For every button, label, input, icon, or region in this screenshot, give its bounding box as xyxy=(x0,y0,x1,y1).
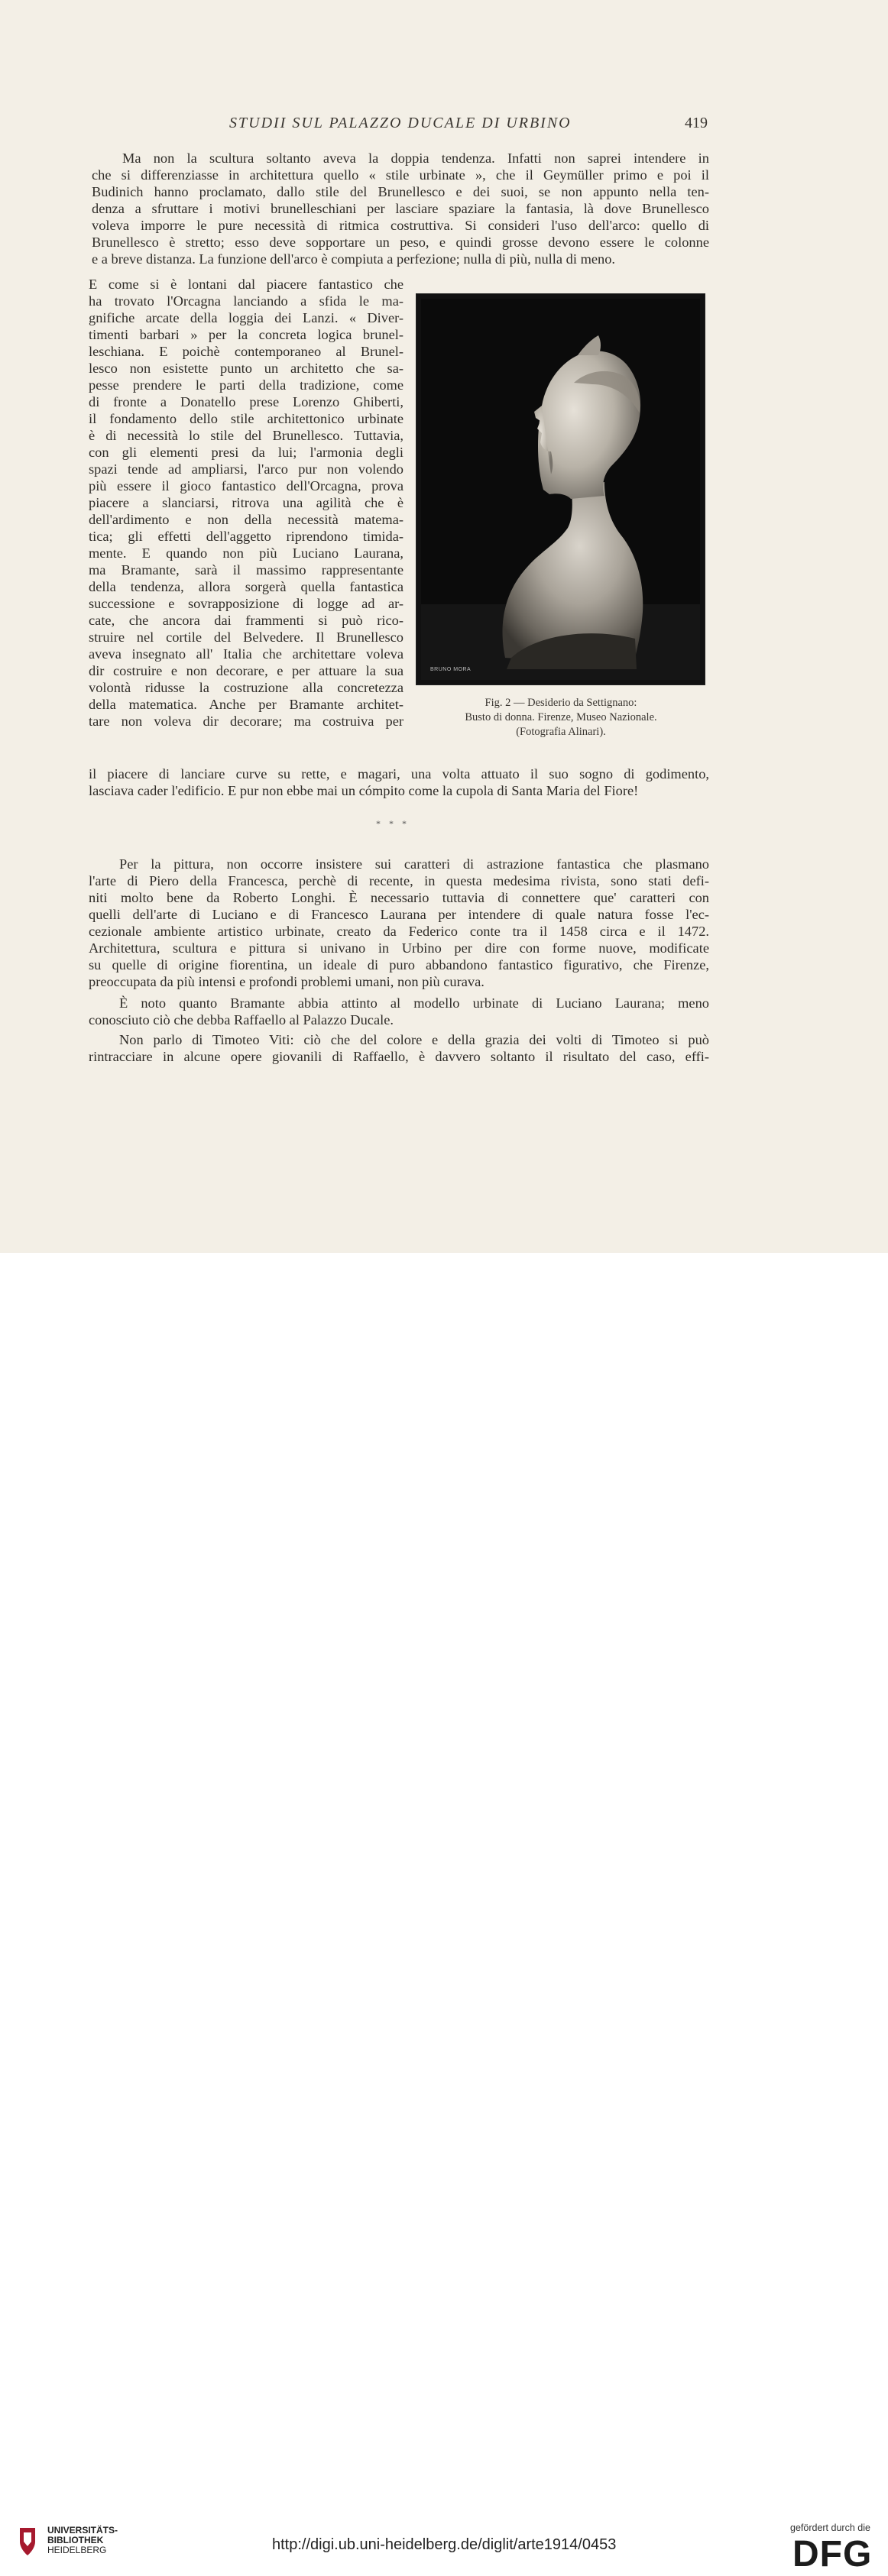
text-line: e a breve distanza. La funzione dell'arco è compiuta a perfezione; nulla di più, nulla di meno. xyxy=(92,251,616,267)
caption-line-1: Fig. 2 — Desiderio da Settignano: xyxy=(485,697,637,709)
text-line: Brunellesco è stretto; esso deve sopportare un peso, e quindi grosse devono essere le colonne xyxy=(92,235,709,250)
text-line: denza a sfruttare i motivi brunelleschiani per lasciare spaziare la fantasia, là dove Brunellesco xyxy=(92,201,709,216)
text-line: volontà ridusse la costruzione alla concretezza xyxy=(89,680,403,695)
text-line: timenti barbari » per la concreta logica brunel- xyxy=(89,327,403,342)
text-line: struire nel cortile del Belvedere. Il Brunellesco xyxy=(89,629,403,645)
text-line: successione e sovrapposizione di logge ad ar- xyxy=(89,596,403,611)
text-line: con gli elementi presi da lui; l'armonia degli xyxy=(89,445,403,460)
text-line: rintracciare in alcune opere giovanili di Raffaello, è davvero soltanto il risultato del caso, effi- xyxy=(89,1049,709,1064)
bust-photograph xyxy=(421,299,700,680)
text-line: tare non voleva dir decorare; ma costruiva per xyxy=(89,714,403,729)
text-line: della tendenza, allora sorgerà quella fantastica xyxy=(89,579,403,594)
text-line: spazi tende ad ampliarsi, l'arco pur non volendo xyxy=(89,461,403,477)
text-line: preoccupata da più intensi e profondi problemi umani, non più curava. xyxy=(89,974,485,989)
text-line: l'arte di Piero della Francesca, perchè di recente, in questa medesima rivista, sono stati defi- xyxy=(89,873,709,888)
library-line-3: HEIDELBERG xyxy=(47,2545,107,2555)
paragraph-5 xyxy=(89,1031,709,1065)
text-line: lesco non esistette punto un architetto che sa- xyxy=(89,361,403,376)
text-line: il piacere di lanciare curve su rette, e magari, una volta attuato il suo sogno di godimento, xyxy=(89,766,709,782)
text-line: è di necessità lo stile del Brunellesco. Tuttavia, xyxy=(89,428,403,443)
text-line: pesse prendere le parti della tradizione, come xyxy=(89,377,403,393)
text-line: dell'ardimento e non della necessità matema- xyxy=(89,512,403,527)
library-line-2: BIBLIOTHEK xyxy=(47,2535,104,2545)
text-line: piacere a slanciarsi, ritrova una agilità che è xyxy=(89,495,403,510)
paragraph-2-continued xyxy=(89,765,709,799)
text-line: su quelle di origine fiorentina, un ideale di puro abbandono fantastico figurativo, che Firenze, xyxy=(89,957,709,972)
text-line: E come si è lontani dal piacere fantastico che xyxy=(89,277,403,292)
footer-bar xyxy=(0,1253,888,2574)
text-line: quelli dell'arte di Luciano e di Francesco Laurana per intendere di quale natura fosse l'ec- xyxy=(89,907,709,922)
paragraph-3 xyxy=(89,856,709,990)
text-line: lasciava cader l'edificio. E pur non ebbe mai un cómpito come la cupola di Santa Maria del Fiore! xyxy=(89,783,639,798)
library-line-1: UNIVERSITÄTS- xyxy=(47,2525,118,2536)
text-line: leschiana. E poichè contemporaneo al Brunel- xyxy=(89,344,403,359)
text-line: gnifiche arcate della loggia dei Lanzi. « Diver- xyxy=(89,310,403,325)
library-name xyxy=(47,2526,118,2555)
bust-illustration xyxy=(421,299,700,680)
text-line: cate, che ancora dai frammenti si può rico- xyxy=(89,613,403,628)
text-line: Budinich hanno proclamato, dallo stile del Brunellesco e dei suoi, se non appunto nella ten- xyxy=(92,184,709,199)
university-library-logo-icon xyxy=(17,2525,38,2558)
text-line: dir costruire e non decorare, e per attuare la sua xyxy=(89,663,403,678)
text-line: ha trovato l'Orcagna lanciando a sfida le ma- xyxy=(89,293,403,309)
text-line: il fondamento dello stile architettonico urbinate xyxy=(89,411,403,426)
text-line: ma Bramante, sarà il massimo rappresentante xyxy=(89,562,403,578)
text-line: voleva imporre le pure necessità di ritmica costruttiva. Si consideri l'uso dell'arco: quello di xyxy=(92,218,709,233)
figure-bust-photo xyxy=(416,293,705,685)
caption-line-2: Busto di donna. Firenze, Museo Nazionale. xyxy=(465,711,657,723)
section-separator: * * * xyxy=(376,818,410,829)
text-line: tica; gli effetti dell'aggetto riprendono timida- xyxy=(89,529,403,544)
text-line: Ma non la scultura soltanto aveva la doppia tendenza. Infatti non saprei intendere in xyxy=(122,150,709,166)
text-line: niti molto bene da Roberto Longhi. È necessario tuttavia di connettere que' caratteri con xyxy=(89,890,709,905)
text-line: di fronte a Donatello prese Lorenzo Ghiberti, xyxy=(89,394,403,409)
dfg-logo: DFG xyxy=(792,2534,873,2574)
paragraph-2 xyxy=(89,276,403,730)
text-line: Architettura, scultura e pittura si univano in Urbino per dire con forme nuove, modificate xyxy=(89,940,709,956)
photo-stamp: BRUNO MORA xyxy=(430,667,472,672)
text-line: Non parlo di Timoteo Viti: ciò che del colore e della grazia dei volti di Timoteo si può xyxy=(119,1032,709,1047)
text-line: mente. E quando non più Luciano Laurana, xyxy=(89,545,403,561)
text-line: Per la pittura, non occorre insistere sui caratteri di astrazione fantastica che plasmano xyxy=(119,856,709,872)
text-line: conosciuto ciò che debba Raffaello al Palazzo Ducale. xyxy=(89,1012,394,1027)
figure-caption xyxy=(419,696,703,739)
digital-object-url-link[interactable]: http://digi.ub.uni-heidelberg.de/diglit/arte1914/0453 xyxy=(272,2536,617,2553)
text-line: della matematica. Anche per Bramante architet- xyxy=(89,697,403,712)
caption-line-3: (Fotografia Alinari). xyxy=(516,726,606,738)
text-line: aveva insegnato all' Italia che architettare voleva xyxy=(89,646,403,662)
paragraph-4 xyxy=(89,995,709,1028)
funding-text: gefördert durch die xyxy=(790,2523,870,2533)
page-number: 419 xyxy=(685,115,708,131)
text-line: cezionale ambiente artistico urbinate, creato da Federico conte tra il 1458 circa e il 1472. xyxy=(89,924,709,939)
paragraph-1 xyxy=(92,150,709,267)
text-line: È noto quanto Bramante abbia attinto al modello urbinate di Luciano Laurana; meno xyxy=(119,995,709,1011)
text-line: più essere il gioco fantastico dell'Orcagna, prova xyxy=(89,478,403,494)
running-head: STUDII SUL PALAZZO DUCALE DI URBINO xyxy=(229,115,572,131)
text-line: che si differenziasse in architettura quello « stile urbinate », che il Geymüller primo e poi il xyxy=(92,167,709,183)
scanned-page xyxy=(0,0,888,1253)
